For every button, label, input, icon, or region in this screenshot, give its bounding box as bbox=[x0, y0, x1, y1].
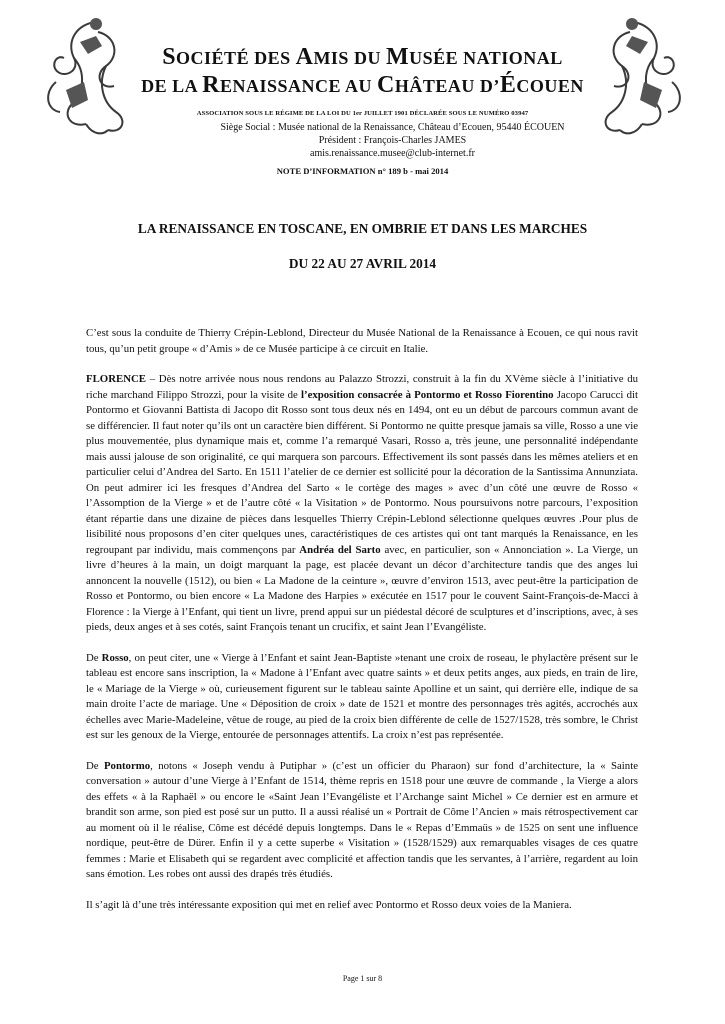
bold-text: l’exposition consacrée à Pontormo et Rosso Fiorentino bbox=[300, 388, 554, 401]
paragraph-conclusion: Il s’agit là d’une très intéressante exposition qui met en relief avec Pontormo et Rosso deux voies de la Maniera. bbox=[86, 898, 572, 911]
title-text: DE LA bbox=[141, 76, 203, 96]
bold-text: FLORENCE bbox=[86, 373, 146, 385]
paragraph-text: Jacopo Carucci dit Pontormo et Giovanni Battista di Jacopo dit Rosso sont tous deux nés en 1494, ont eu un début de parcours commun avant de se différencier. Il faut noter qu’ils ont un caractère bien différent. Si Pontormo ne quitte presque jamais sa ville, Rosso a une vie plus mouvementée, plus dynamique mais et, comme l’a remarqué Vasari, Rosso a, très jeune, une personnalité indépendante mais aussi jalouse de son originalité, ce qui marquera son parcours. Effectivement ils sont passés dans les mêmes ateliers et en particulier celui d’Andrea del Sarto. En 1511 l’atelier de ce dernier est sollicité pour la décoration de la Santissima Annunziata. On peut admirer ici les fresques d’Andrea del Sarto « le cortège des mages » avec d’un côté une œuvre de Rosso « l’Assomption de la Vierge » et de l’autre côté « la Visitation » de Pontormo. Nous poursuivons notre parcours, l’exposition étant répartie dans une dizaine de pièces dans lesquelles Thierry Crépin-Leblond sélectionne quelques œuvres .Pour plus de lisibilité nous proposons d’en citer quelques unes, caractéristiques de ces artistes qui ont tant marqués la Renaissance, en les regroupant par individu, mais commençons par bbox=[86, 388, 638, 556]
society-title-line1 bbox=[0, 44, 725, 71]
title-text: COUEN bbox=[516, 76, 584, 96]
contact-email: amis.renaissance.musee@club-internet.fr bbox=[310, 148, 475, 159]
president-line: Président : François-Charles JAMES bbox=[318, 135, 467, 146]
paragraph-florence bbox=[86, 372, 638, 636]
title-initial: R bbox=[202, 72, 220, 98]
page-number: Page 1 sur 8 bbox=[342, 974, 383, 983]
title-text: ENAISSANCE AU bbox=[219, 76, 378, 96]
paragraph-text: – Dès notre arrivée nous nous rendons au Palazzo Strozzi, construit à la fin du XVème siècle à l’initiative du riche marchand Filippo Strozzi, pour la visite de bbox=[86, 373, 638, 401]
title-initial: É bbox=[499, 72, 517, 98]
paragraph-text: De bbox=[86, 651, 102, 664]
bold-text: Rosso bbox=[101, 651, 129, 664]
title-initial: M bbox=[385, 44, 410, 70]
society-title-line2 bbox=[0, 72, 725, 99]
title-text: USÉE NATIONAL bbox=[409, 48, 563, 68]
paragraph-text: , notons « Joseph vendu à Putiphar » (c’est un officier du Pharaon) sur fond d’architecture, la « Sainte conversation » autour d’une Vierge à l’Enfant de 1514, thème repris en 1518 pour une œuvre de commande , la Vierge a alors des effets « à la Raphaël » ou encore le «Saint Jean l’Evangéliste et l’Archange saint Michel » Ce dernier est en armure et brandit son arme, son pied est posé sur un putto. Il a aussi réalisé un « Portrait de Côme l’Ancien » mais rétrospectivement car au moment où il le réalise, Côme est décédé depuis longtemps. Dans le « Repas d’Emmaüs » de 1525 on sent une influence nordique, peut-être de Dürer. Enfin il y a cette superbe « Visitation » (1528/1529) aux remarquables visages de ces quatre femmes : Marie et Elisabeth qui se regardent avec complicité et affection tandis que les servantes, à l’arrière, regardent au loin sans émotion. Les robes ont aussi des drapés très étudiés. bbox=[86, 759, 638, 880]
title-text: HÂTEAU D’ bbox=[394, 76, 500, 96]
title-initial: A bbox=[295, 44, 314, 70]
note-number: NOTE D’INFORMATION n° 189 b - mai 2014 bbox=[276, 166, 449, 176]
title-text: MIS DU bbox=[313, 48, 386, 68]
paragraph-text: avec, en particulier, son « Annonciation ». La Vierge, un livre d’heures à la main, un doigt marquant la page, est placée devant un décor d’architecture tandis que des anges lui annoncent la nouvelle (1512), ou bien « La Madone de la ceinture », œuvre d’environ 1513, avec peut-être la participation de Rosso et Pontormo, ou bien encore « La Madone des Harpies » exécutée en 1517 pour le couvent Saint-François-de-Macci à Florence : la Vierge à l’Enfant, qui tient un livre, prend appui sur un piédestal décoré de sculptures et d’inscriptions, avec, à ses pieds, deux anges et à ses cotés, saint François tenant un crucifix, et saint Jean l’Evangéliste. bbox=[86, 543, 638, 633]
title-text: OCIÉTÉ DES bbox=[176, 48, 296, 68]
registered-office: Siège Social : Musée national de la Renaissance, Château d’Ecouen, 95440 ÉCOUEN bbox=[220, 122, 565, 133]
document-body bbox=[86, 326, 638, 928]
paragraph-text: , on peut citer, une « Vierge à l’Enfant et saint Jean-Baptiste »tenant une croix de roseau, le phylactère présent sur le tableau est encore sans inscription, la « Madone à l’Enfant avec quatre saints » et deux petits anges, aux pieds, en train de lire, le « Mariage de la Vierge » où, curieusement figurent sur le tableau sainte Apolline et un saint, qui derrière elle, indique de sa main droite l’acte de mariage. Une « Déposition de croix » date de 1521 et montre des personnages très agités, accrochés aux échelles avec Marie-Madeleine, vêtue de rouge, au pied de la croix bien différente de celle de 1527/1528, très sombre, le Christ est sur les genoux de la Vierge, entourée de personnages attentifs. La croix n’est pas représentée. bbox=[86, 651, 639, 741]
bold-text: Andréa del Sarto bbox=[299, 543, 381, 556]
association-statement: ASSOCIATION SOUS LE RÉGIME DE LA LOI DU 1er JUILLET 1901 DÉCLARÉE SOUS LE NUMÉRO 03947 bbox=[196, 110, 529, 117]
paragraph-intro: C’est sous la conduite de Thierry Crépin-Leblond, Directeur du Musée National de la Renaissance à Ecouen, ce qui nous ravit tous, qu’un petit groupe « d’Amis » de ce Musée participe à ce circuit en Italie. bbox=[86, 327, 638, 355]
document-heading: LA RENAISSANCE EN TOSCANE, EN OMBRIE ET DANS LES MARCHES bbox=[137, 221, 588, 236]
paragraph-rosso bbox=[86, 651, 638, 744]
title-initial: C bbox=[377, 72, 395, 98]
document-dates: DU 22 AU 27 AVRIL 2014 bbox=[288, 256, 437, 271]
bold-text: Pontormo bbox=[103, 759, 151, 772]
paragraph-text: De bbox=[86, 759, 104, 772]
paragraph-pontormo bbox=[86, 759, 638, 883]
title-initial: S bbox=[162, 44, 177, 70]
